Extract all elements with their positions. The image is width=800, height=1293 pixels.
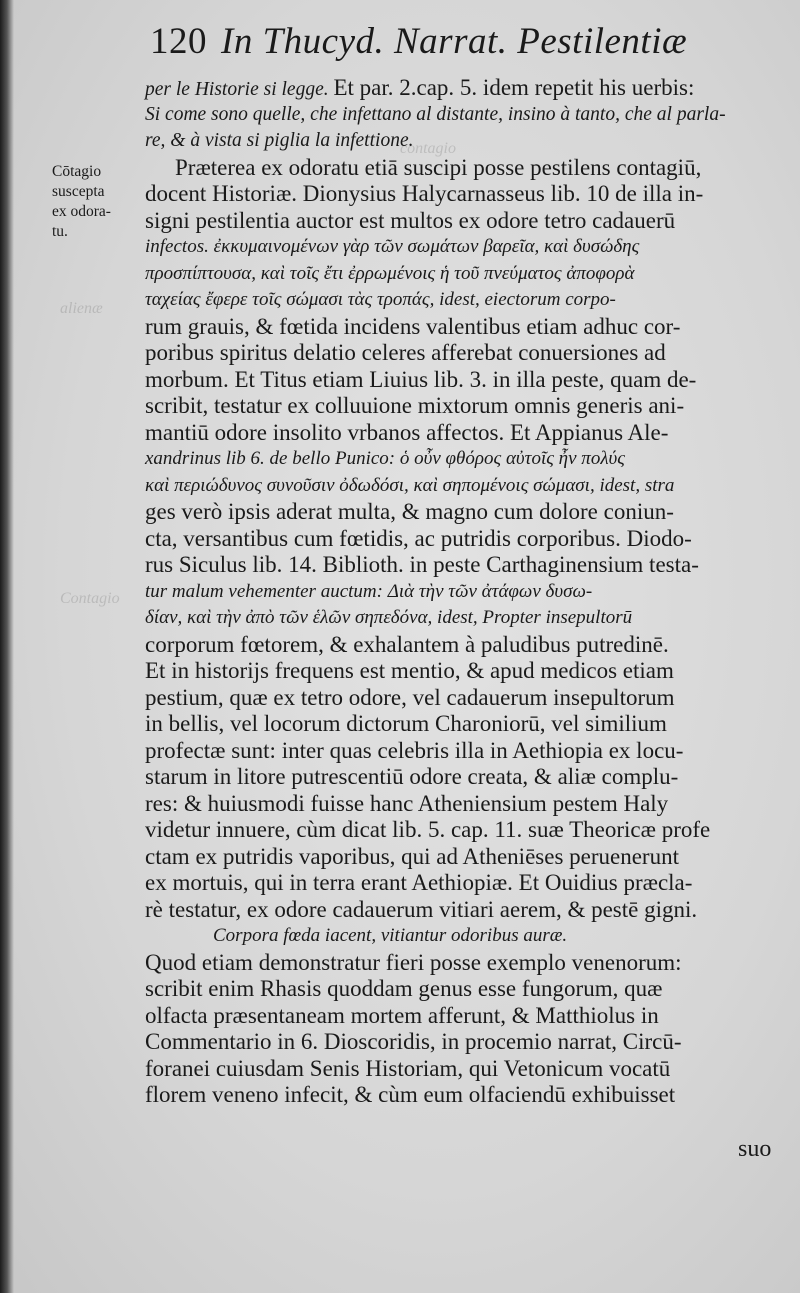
text-line: Corpora fœda iacent, vitiantur odoribus auræ. (213, 925, 568, 946)
marginal-note-line: tu. (52, 223, 68, 240)
text-line: florem veneno infecit, & cùm eum olfaciendū exhibuisset (145, 1082, 676, 1107)
marginal-note-line: Cōtagio (52, 163, 102, 180)
marginal-note (52, 162, 142, 242)
text-line: infectos. ἐκκυμαινομένων γὰρ τῶν σωμάτων βαρεῖα, καὶ δυσώδης (145, 236, 640, 257)
text-line: καὶ περιώδυνος συνοῦσιν ὀδωδόσι, καὶ σηπομένοις σώμασι, idest, stra (145, 474, 675, 496)
text-line: rum grauis, & fœtida incidens valentibus etiam adhuc cor- (145, 313, 681, 339)
text-line: per le Historie si legge. Et par. 2.cap. 5. idem repetit his uerbis: (145, 75, 695, 100)
text-line: rè testatur, ex odore cadauerum vitiari aerem, & pestē gigni. (145, 896, 698, 922)
text-line: Præterea ex odoratu etiā suscipi posse pestilens contagiū, (175, 154, 702, 180)
running-title: In Thucyd. Narrat. Pestilentiæ (221, 21, 688, 62)
page-number: 120 (150, 21, 207, 62)
text-line: in bellis, vel locorum dictorum Charoniorū, vel similium (145, 711, 667, 736)
bleed-through-text: contagio (400, 140, 456, 157)
text-line: docent Historiæ. Dionysius Halycarnasseus lib. 10 de illa in- (145, 181, 704, 206)
text-line: ex mortuis, qui in terra erant Aethiopiæ. Et Ouidius præcla- (145, 870, 693, 895)
page-binding-shadow (0, 0, 14, 1293)
text-line: corporum fœtorem, & exhalantem à paludibus putredinē. (145, 631, 669, 657)
text-line: cta, versantibus cum fœtidis, ac putridis corporibus. Diodo- (145, 525, 692, 551)
bleed-through-text: alienæ (60, 300, 103, 317)
text-line: tur malum vehementer auctum: Διὰ τὴν τῶν ἀτάφων δυσω- (145, 580, 593, 602)
text-line: scribit enim Rhasis quoddam genus esse fungorum, quæ (145, 976, 663, 1001)
text-line: ταχείας ἔφερε τοῖς σώμασι τὰς τροπάς, idest, eiectorum corpo- (145, 289, 616, 310)
text-line: ctam ex putridis vaporibus, qui ad Atheniēses peruenerunt (145, 843, 679, 869)
text-line: Si come sono quelle, che infettano al distante, insino à tanto, che al parla- (145, 103, 726, 125)
text-line: δίαν, καὶ τὴν ἀπὸ τῶν ἑλῶν σηπεδόνα, idest, Propter insepultorū (145, 607, 633, 628)
text-line: xandrinus lib 6. de bello Punico: ὁ οὖν φθόρος αὐτοῖς ἦν πολύς (145, 448, 625, 469)
text-line: poribus spiritus delatio celeres afferebat conuersiones ad (145, 340, 666, 365)
text-line: profectæ sunt: inter quas celebris illa in Aethiopia ex locu- (145, 737, 684, 763)
text-line: morbum. Et Titus etiam Liuius lib. 3. in illa peste, quam de- (145, 366, 697, 392)
text-line: res: & huiusmodi fuisse hanc Atheniensium pestem Haly (145, 790, 669, 816)
running-header (150, 20, 710, 70)
text-line: pestium, quæ ex tetro odore, vel cadauerum insepultorum (145, 684, 675, 710)
text-line: mantiū odore insolito vrbanos affectos. Et Appianus Ale- (145, 419, 669, 445)
text-line: Commentario in 6. Dioscoridis, in procemio narrat, Circū- (145, 1029, 682, 1054)
text-line: signi pestilentia auctor est multos ex odore tetro cadauerū (145, 207, 676, 233)
text-line: προσπίπτουσα, καὶ τοῖς ἔτι ἐρρωμένοις ἡ τοῦ πνεύματος ἀποφορὰ (145, 262, 635, 284)
text-line: olfacta præsentaneam mortem afferunt, & Matthiolus in (145, 1002, 659, 1028)
text-line: starum in litore putrescentiū odore creata, & aliæ complu- (145, 764, 679, 789)
marginal-note-line: suscepta (52, 183, 105, 200)
catchword: suo (738, 1136, 772, 1162)
text-line: rus Siculus lib. 14. Biblioth. in peste Carthaginensium testa- (145, 552, 699, 577)
text-line: scribit, testatur ex colluuione mixtorum omnis generis ani- (145, 393, 685, 418)
text-line: Quod etiam demonstratur fieri posse exemplo venenorum: (145, 949, 682, 975)
text-line: ges verò ipsis aderat multa, & magno cum dolore coniun- (145, 499, 674, 524)
text-line: videtur innuere, cùm dicat lib. 5. cap. 11. suæ Theoricæ profe (145, 817, 711, 842)
marginal-note-line: ex odora- (52, 203, 111, 220)
text-line: re, & à vista si piglia la infettione. (145, 130, 414, 151)
body-text (145, 75, 775, 1109)
bleed-through-text: Contagio (60, 590, 120, 607)
text-line: foranei cuiusdam Senis Historiam, qui Vetonicum vocatū (145, 1055, 671, 1081)
text-line: Et in historijs frequens est mentio, & apud medicos etiam (145, 658, 674, 683)
